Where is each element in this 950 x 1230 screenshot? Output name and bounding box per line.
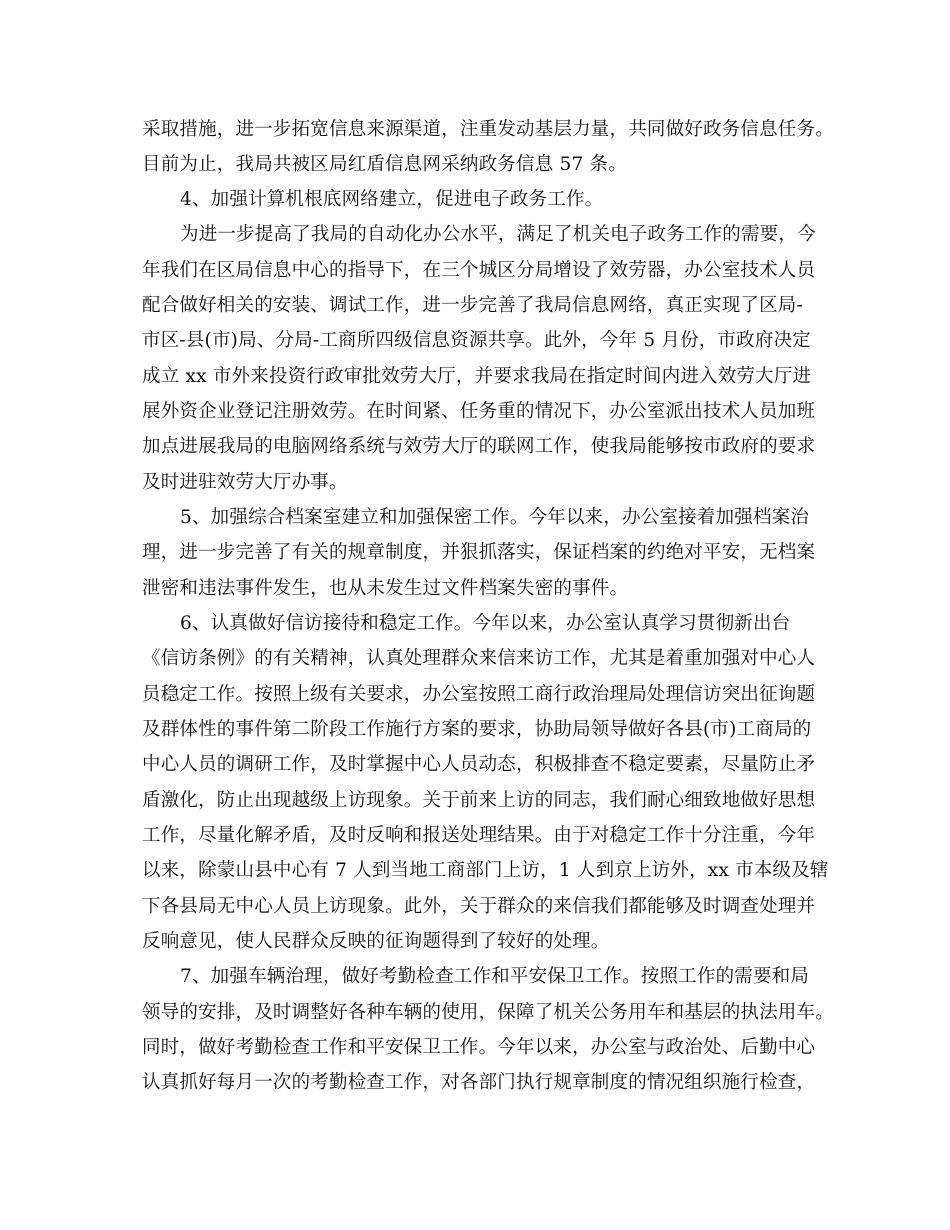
text-line: 市区-县(市)局、分局-工商所四级信息资源共享。此外，今年 5 月份，市政府决定 [142,330,811,351]
text-line: 年我们在区局信息中心的指导下，在三个城区分局增设了效劳器，办公室技术人员 [142,260,816,281]
text-line: 展外资企业登记注册效劳。在时间紧、任务重的情况下，办公室派出技术人员加班 [142,401,816,422]
text-line: 领导的安排，及时调整好各种车辆的使用，保障了机关公务用车和基层的执法用车。 [142,1002,834,1023]
text-line: 为进一步提高了我局的自动化办公水平，满足了机关电子政务工作的需要，今 [180,224,816,245]
text-line: 同时，做好考勤检查工作和平安保卫工作。今年以来，办公室与政治处、后勤中心 [142,1037,816,1058]
text-line: 配合做好相关的安装、调试工作，进一步完善了我局信息网络，真正实现了区局- [142,295,803,316]
text-line: 加点进展我局的电脑网络系统与效劳大厅的联网工作，使我局能够按市政府的要求 [142,436,816,457]
text-line: 认真抓好每月一次的考勤检查工作，对各部门执行规章制度的情况组织施行检查， [142,1072,816,1093]
text-line: 员稳定工作。按照上级有关要求，办公室按照工商行政治理局处理信访突出征询题 [142,684,816,705]
text-line: 反响意见，使人民群众反映的征询题得到了较好的处理。 [142,931,610,952]
text-line: 泄密和违法事件发生，也从未发生过文件档案失密的事件。 [142,578,629,599]
section-heading: 6、认真做好信访接待和稳定工作。今年以来，办公室认真学习贯彻新出台 [180,613,791,634]
text-line: 理，进一步完善了有关的规章制度，并狠抓落实，保证档案的约绝对平安，无档案 [142,542,816,563]
text-line: 以来，除蒙山县中心有 7 人到当地工商部门上访，1 人到京上访外，xx 市本级及辖 [142,860,829,881]
text-line: 《信访条例》的有关精神，认真处理群众来信来访工作，尤其是着重加强对中心人 [142,648,816,669]
text-line: 目前为止，我局共被区局红盾信息网采纳政务信息 57 条。 [142,154,627,175]
text-line: 盾激化，防止出现越级上访现象。关于前来上访的同志，我们耐心细致地做好思想 [142,790,816,811]
text-line: 采取措施，进一步拓宽信息来源渠道，注重发动基层力量，共同做好政务信息任务。 [142,119,834,140]
text-line: 及时进驻效劳大厅办事。 [142,472,348,493]
text-line: 及群体性的事件第二阶段工作施行方案的要求，协助局领导做好各县(市)工商局的 [142,719,812,740]
section-heading: 5、加强综合档案室建立和加强保密工作。今年以来，办公室接着加强档案治 [180,507,810,528]
text-line: 工作，尽量化解矛盾，及时反响和报送处理结果。由于对稳定工作十分注重，今年 [142,825,816,846]
section-heading: 7、加强车辆治理，做好考勤检查工作和平安保卫工作。按照工作的需要和局 [180,966,810,987]
text-line: 成立 xx 市外来投资行政审批效劳大厅，并要求我局在指定时间内进入效劳大厅进 [142,366,812,387]
text-line: 中心人员的调研工作，及时掌握中心人员动态，积极排查不稳定要素，尽量防止矛 [142,754,816,775]
text-line: 下各县局无中心人员上访现象。此外，关于群众的来信我们都能够及时调查处理并 [142,896,816,917]
section-heading: 4、加强计算机根底网络建立，促进电子政务工作。 [180,189,604,210]
